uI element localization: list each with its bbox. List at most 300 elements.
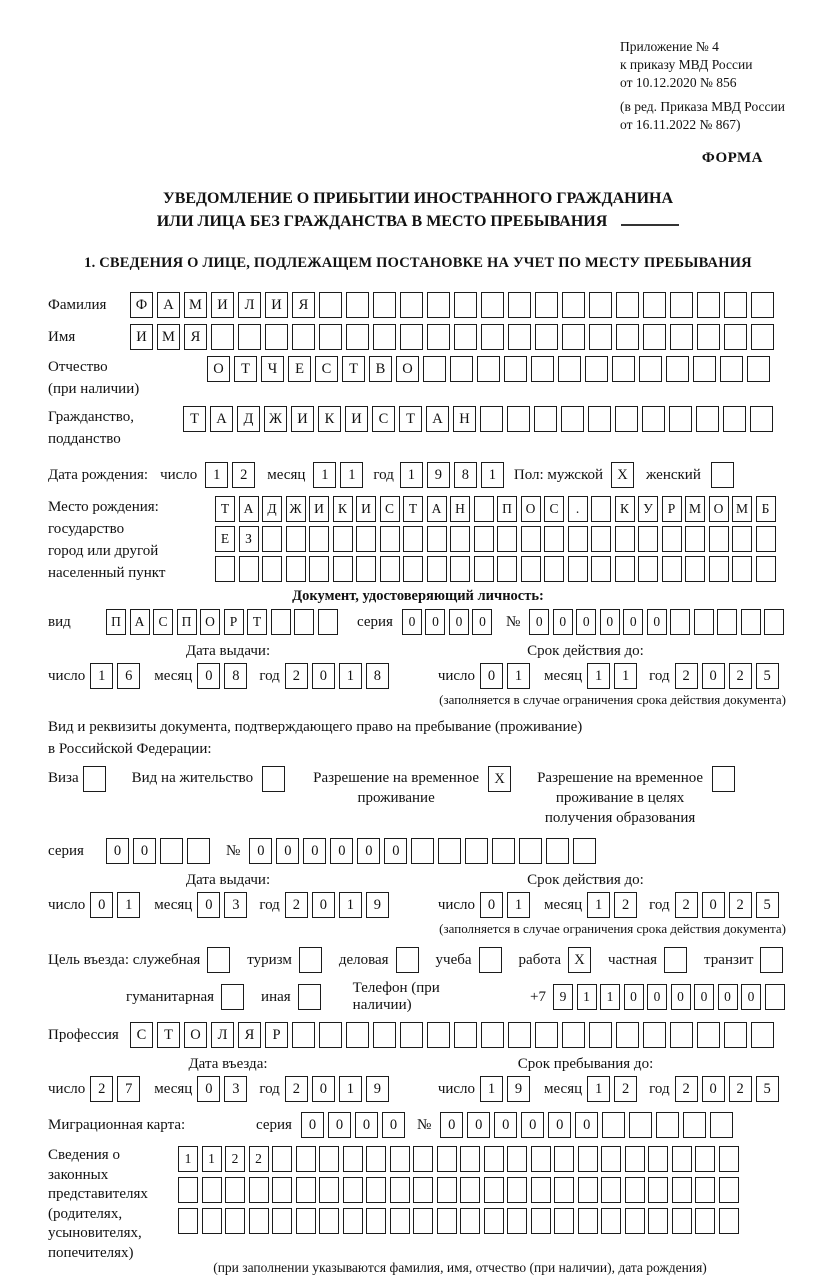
char-cell[interactable] [207,947,230,973]
char-cell[interactable]: Я [184,324,207,350]
char-cell[interactable] [366,1208,386,1234]
char-cell[interactable] [319,292,342,318]
char-cell[interactable]: 0 [671,984,691,1010]
char-cell[interactable]: 1 [480,1076,503,1102]
char-cell[interactable] [481,292,504,318]
char-cell[interactable] [497,526,517,552]
char-cell[interactable]: 0 [328,1112,351,1138]
char-cell[interactable] [403,556,423,582]
char-cell[interactable]: К [333,496,353,522]
char-cell[interactable] [211,324,234,350]
char-cell[interactable] [215,556,235,582]
char-cell[interactable] [484,1208,504,1234]
char-cell[interactable] [507,406,530,432]
char-cell[interactable]: 2 [729,663,752,689]
char-cell[interactable]: 9 [507,1076,530,1102]
char-cell[interactable]: 0 [276,838,299,864]
char-cell[interactable] [591,496,611,522]
char-cell[interactable]: Т [247,609,267,635]
char-cell[interactable] [373,1022,396,1048]
char-cell[interactable] [343,1208,363,1234]
char-cell[interactable] [178,1208,198,1234]
char-cell[interactable] [396,947,419,973]
char-cell[interactable] [356,526,376,552]
char-cell[interactable]: 0 [623,609,643,635]
char-cell[interactable]: 0 [480,892,503,918]
char-cell[interactable] [286,526,306,552]
char-cell[interactable]: 1 [205,462,228,488]
char-cell[interactable]: А [130,609,150,635]
char-cell[interactable] [612,356,635,382]
char-cell[interactable] [666,356,689,382]
char-cell[interactable]: 0 [449,609,469,635]
char-cell[interactable]: В [369,356,392,382]
char-cell[interactable]: 2 [225,1146,245,1172]
char-cell[interactable] [437,1177,457,1203]
char-cell[interactable] [751,292,774,318]
char-cell[interactable] [662,526,682,552]
char-cell[interactable] [562,324,585,350]
char-cell[interactable]: 1 [587,892,610,918]
char-cell[interactable]: 0 [301,1112,324,1138]
char-cell[interactable]: 0 [197,663,220,689]
char-cell[interactable]: 0 [467,1112,490,1138]
char-cell[interactable] [413,1146,433,1172]
char-cell[interactable] [554,1146,574,1172]
char-cell[interactable] [262,766,285,792]
char-cell[interactable]: 7 [117,1076,140,1102]
char-cell[interactable] [578,1208,598,1234]
char-cell[interactable] [477,356,500,382]
char-cell[interactable]: 0 [702,892,725,918]
char-cell[interactable] [589,292,612,318]
char-cell[interactable]: 0 [133,838,156,864]
char-cell[interactable]: С [372,406,395,432]
char-cell[interactable]: 0 [480,663,503,689]
char-cell[interactable] [400,1022,423,1048]
char-cell[interactable] [638,526,658,552]
char-cell[interactable]: И [345,406,368,432]
char-cell[interactable] [601,1208,621,1234]
char-cell[interactable] [656,1112,679,1138]
char-cell[interactable] [710,1112,733,1138]
char-cell[interactable] [697,324,720,350]
char-cell[interactable] [709,556,729,582]
char-cell[interactable]: 1 [400,462,423,488]
char-cell[interactable]: 2 [729,892,752,918]
char-cell[interactable] [672,1177,692,1203]
char-cell[interactable]: Н [450,496,470,522]
char-cell[interactable] [292,324,315,350]
char-cell[interactable]: 2 [614,892,637,918]
char-cell[interactable]: О [207,356,230,382]
char-cell[interactable]: 0 [548,1112,571,1138]
char-cell[interactable]: 0 [600,609,620,635]
char-cell[interactable] [568,526,588,552]
char-cell[interactable]: 2 [285,892,308,918]
char-cell[interactable] [685,556,705,582]
char-cell[interactable]: О [200,609,220,635]
char-cell[interactable]: О [709,496,729,522]
char-cell[interactable]: 2 [285,1076,308,1102]
char-cell[interactable]: А [157,292,180,318]
char-cell[interactable] [711,462,734,488]
char-cell[interactable] [519,838,542,864]
char-cell[interactable] [615,406,638,432]
char-cell[interactable]: 8 [454,462,477,488]
char-cell[interactable]: М [685,496,705,522]
char-cell[interactable]: А [427,496,447,522]
char-cell[interactable] [296,1146,316,1172]
char-cell[interactable]: Т [183,406,206,432]
char-cell[interactable]: 3 [224,892,247,918]
char-cell[interactable] [454,324,477,350]
char-cell[interactable]: 0 [702,1076,725,1102]
char-cell[interactable] [616,1022,639,1048]
char-cell[interactable]: Л [238,292,261,318]
char-cell[interactable] [480,406,503,432]
char-cell[interactable]: И [265,292,288,318]
char-cell[interactable] [712,766,735,792]
char-cell[interactable] [694,609,714,635]
char-cell[interactable] [724,1022,747,1048]
char-cell[interactable] [262,556,282,582]
char-cell[interactable] [625,1208,645,1234]
char-cell[interactable]: 0 [303,838,326,864]
char-cell[interactable]: М [157,324,180,350]
char-cell[interactable]: 2 [729,1076,752,1102]
char-cell[interactable] [507,1208,527,1234]
char-cell[interactable] [554,1177,574,1203]
char-cell[interactable]: 1 [507,892,530,918]
char-cell[interactable]: 0 [90,892,113,918]
char-cell[interactable] [531,1146,551,1172]
char-cell[interactable]: Т [342,356,365,382]
char-cell[interactable] [238,324,261,350]
char-cell[interactable] [765,984,785,1010]
char-cell[interactable]: X [488,766,511,792]
char-cell[interactable] [534,406,557,432]
char-cell[interactable]: А [239,496,259,522]
char-cell[interactable] [562,1022,585,1048]
char-cell[interactable]: 0 [357,838,380,864]
char-cell[interactable]: К [615,496,635,522]
char-cell[interactable]: Р [224,609,244,635]
char-cell[interactable] [202,1177,222,1203]
char-cell[interactable] [187,838,210,864]
char-cell[interactable] [366,1177,386,1203]
char-cell[interactable] [225,1208,245,1234]
char-cell[interactable] [724,324,747,350]
char-cell[interactable] [296,1177,316,1203]
char-cell[interactable]: 2 [90,1076,113,1102]
char-cell[interactable] [616,324,639,350]
char-cell[interactable] [318,609,338,635]
char-cell[interactable] [568,556,588,582]
char-cell[interactable] [648,1208,668,1234]
char-cell[interactable]: 2 [232,462,255,488]
char-cell[interactable] [249,1208,269,1234]
char-cell[interactable]: 1 [481,462,504,488]
char-cell[interactable]: З [239,526,259,552]
char-cell[interactable]: 1 [587,663,610,689]
char-cell[interactable]: 1 [600,984,620,1010]
char-cell[interactable] [346,292,369,318]
char-cell[interactable] [294,609,314,635]
char-cell[interactable] [272,1146,292,1172]
char-cell[interactable]: П [497,496,517,522]
char-cell[interactable]: У [638,496,658,522]
char-cell[interactable] [427,1022,450,1048]
char-cell[interactable]: 1 [577,984,597,1010]
char-cell[interactable]: И [309,496,329,522]
char-cell[interactable] [83,766,106,792]
char-cell[interactable] [751,1022,774,1048]
char-cell[interactable] [411,838,434,864]
char-cell[interactable] [481,1022,504,1048]
char-cell[interactable]: 0 [521,1112,544,1138]
char-cell[interactable] [648,1146,668,1172]
char-cell[interactable] [616,292,639,318]
char-cell[interactable] [373,292,396,318]
char-cell[interactable] [427,526,447,552]
char-cell[interactable] [573,838,596,864]
char-cell[interactable]: А [426,406,449,432]
char-cell[interactable] [531,356,554,382]
char-cell[interactable]: 1 [339,892,362,918]
char-cell[interactable] [479,947,502,973]
char-cell[interactable] [272,1208,292,1234]
char-cell[interactable] [497,556,517,582]
char-cell[interactable]: М [732,496,752,522]
char-cell[interactable] [648,1177,668,1203]
char-cell[interactable]: X [568,947,591,973]
char-cell[interactable] [732,556,752,582]
char-cell[interactable] [756,526,776,552]
char-cell[interactable] [585,356,608,382]
char-cell[interactable] [225,1177,245,1203]
char-cell[interactable]: 0 [312,892,335,918]
char-cell[interactable] [589,324,612,350]
char-cell[interactable] [484,1146,504,1172]
char-cell[interactable]: Т [215,496,235,522]
char-cell[interactable] [319,1146,339,1172]
char-cell[interactable] [319,1177,339,1203]
char-cell[interactable] [642,406,665,432]
char-cell[interactable] [508,324,531,350]
char-cell[interactable] [670,324,693,350]
char-cell[interactable]: Ж [264,406,287,432]
char-cell[interactable]: 9 [553,984,573,1010]
char-cell[interactable] [450,526,470,552]
char-cell[interactable]: А [210,406,233,432]
char-cell[interactable] [662,556,682,582]
char-cell[interactable] [460,1208,480,1234]
char-cell[interactable]: 5 [756,1076,779,1102]
char-cell[interactable] [265,324,288,350]
char-cell[interactable] [380,526,400,552]
char-cell[interactable] [747,356,770,382]
char-cell[interactable] [578,1146,598,1172]
char-cell[interactable]: 2 [614,1076,637,1102]
char-cell[interactable] [561,406,584,432]
char-cell[interactable] [531,1177,551,1203]
char-cell[interactable]: 9 [366,892,389,918]
char-cell[interactable] [437,1146,457,1172]
char-cell[interactable] [720,356,743,382]
char-cell[interactable]: 8 [366,663,389,689]
char-cell[interactable]: 2 [675,892,698,918]
char-cell[interactable]: М [184,292,207,318]
char-cell[interactable]: 2 [675,1076,698,1102]
char-cell[interactable] [615,526,635,552]
char-cell[interactable] [717,609,737,635]
char-cell[interactable] [427,292,450,318]
char-cell[interactable] [460,1177,480,1203]
char-cell[interactable] [588,406,611,432]
char-cell[interactable]: Б [756,496,776,522]
char-cell[interactable] [202,1208,222,1234]
char-cell[interactable]: 2 [249,1146,269,1172]
char-cell[interactable] [764,609,784,635]
char-cell[interactable]: 2 [675,663,698,689]
char-cell[interactable] [629,1112,652,1138]
char-cell[interactable] [507,1177,527,1203]
char-cell[interactable]: 0 [382,1112,405,1138]
char-cell[interactable]: 0 [384,838,407,864]
char-cell[interactable] [390,1177,410,1203]
char-cell[interactable] [670,1022,693,1048]
char-cell[interactable] [638,556,658,582]
char-cell[interactable]: И [291,406,314,432]
char-cell[interactable]: Я [238,1022,261,1048]
char-cell[interactable] [437,1208,457,1234]
char-cell[interactable] [366,1146,386,1172]
char-cell[interactable] [271,609,291,635]
char-cell[interactable]: Т [399,406,422,432]
char-cell[interactable] [697,1022,720,1048]
char-cell[interactable]: 0 [529,609,549,635]
char-cell[interactable]: Л [211,1022,234,1048]
char-cell[interactable]: 0 [718,984,738,1010]
char-cell[interactable]: 0 [312,663,335,689]
char-cell[interactable]: 2 [285,663,308,689]
char-cell[interactable] [535,1022,558,1048]
char-cell[interactable] [507,1146,527,1172]
char-cell[interactable] [562,292,585,318]
char-cell[interactable]: Т [234,356,257,382]
char-cell[interactable] [492,838,515,864]
char-cell[interactable] [741,609,761,635]
char-cell[interactable] [643,292,666,318]
char-cell[interactable]: 0 [440,1112,463,1138]
char-cell[interactable]: . [568,496,588,522]
char-cell[interactable] [400,324,423,350]
char-cell[interactable] [403,526,423,552]
char-cell[interactable] [685,526,705,552]
char-cell[interactable]: 0 [647,609,667,635]
char-cell[interactable] [531,1208,551,1234]
char-cell[interactable] [319,1022,342,1048]
char-cell[interactable]: О [184,1022,207,1048]
char-cell[interactable]: С [315,356,338,382]
char-cell[interactable] [380,556,400,582]
char-cell[interactable] [390,1146,410,1172]
char-cell[interactable] [249,1177,269,1203]
char-cell[interactable]: Р [662,496,682,522]
char-cell[interactable]: 3 [224,1076,247,1102]
char-cell[interactable] [695,1208,715,1234]
char-cell[interactable] [356,556,376,582]
char-cell[interactable] [709,526,729,552]
char-cell[interactable]: 0 [312,1076,335,1102]
char-cell[interactable] [544,556,564,582]
char-cell[interactable] [454,1022,477,1048]
char-cell[interactable] [390,1208,410,1234]
char-cell[interactable] [756,556,776,582]
char-cell[interactable]: 1 [339,663,362,689]
char-cell[interactable] [723,406,746,432]
char-cell[interactable] [346,324,369,350]
char-cell[interactable] [333,556,353,582]
char-cell[interactable] [695,1146,715,1172]
char-cell[interactable]: 1 [117,892,140,918]
char-cell[interactable] [672,1208,692,1234]
char-cell[interactable] [423,356,446,382]
char-cell[interactable]: С [130,1022,153,1048]
char-cell[interactable]: И [356,496,376,522]
char-cell[interactable]: 0 [355,1112,378,1138]
char-cell[interactable] [751,324,774,350]
char-cell[interactable] [450,356,473,382]
char-cell[interactable]: 5 [756,892,779,918]
char-cell[interactable]: 0 [624,984,644,1010]
char-cell[interactable] [481,324,504,350]
char-cell[interactable] [504,356,527,382]
char-cell[interactable] [309,556,329,582]
char-cell[interactable] [521,526,541,552]
char-cell[interactable]: 1 [339,1076,362,1102]
char-cell[interactable]: 0 [741,984,761,1010]
char-cell[interactable]: 0 [330,838,353,864]
char-cell[interactable]: 1 [178,1146,198,1172]
char-cell[interactable]: 0 [576,609,596,635]
char-cell[interactable]: 9 [427,462,450,488]
char-cell[interactable] [286,556,306,582]
char-cell[interactable] [719,1146,739,1172]
char-cell[interactable]: 0 [647,984,667,1010]
char-cell[interactable] [724,292,747,318]
char-cell[interactable]: 1 [614,663,637,689]
char-cell[interactable]: 1 [340,462,363,488]
char-cell[interactable] [465,838,488,864]
char-cell[interactable] [413,1208,433,1234]
char-cell[interactable] [427,556,447,582]
char-cell[interactable]: Д [237,406,260,432]
char-cell[interactable] [683,1112,706,1138]
char-cell[interactable]: 0 [425,609,445,635]
char-cell[interactable] [460,1146,480,1172]
char-cell[interactable]: Т [403,496,423,522]
char-cell[interactable] [750,406,773,432]
char-cell[interactable] [474,496,494,522]
char-cell[interactable]: Е [288,356,311,382]
char-cell[interactable]: С [544,496,564,522]
char-cell[interactable] [299,947,322,973]
char-cell[interactable] [296,1208,316,1234]
char-cell[interactable] [625,1177,645,1203]
char-cell[interactable] [438,838,461,864]
